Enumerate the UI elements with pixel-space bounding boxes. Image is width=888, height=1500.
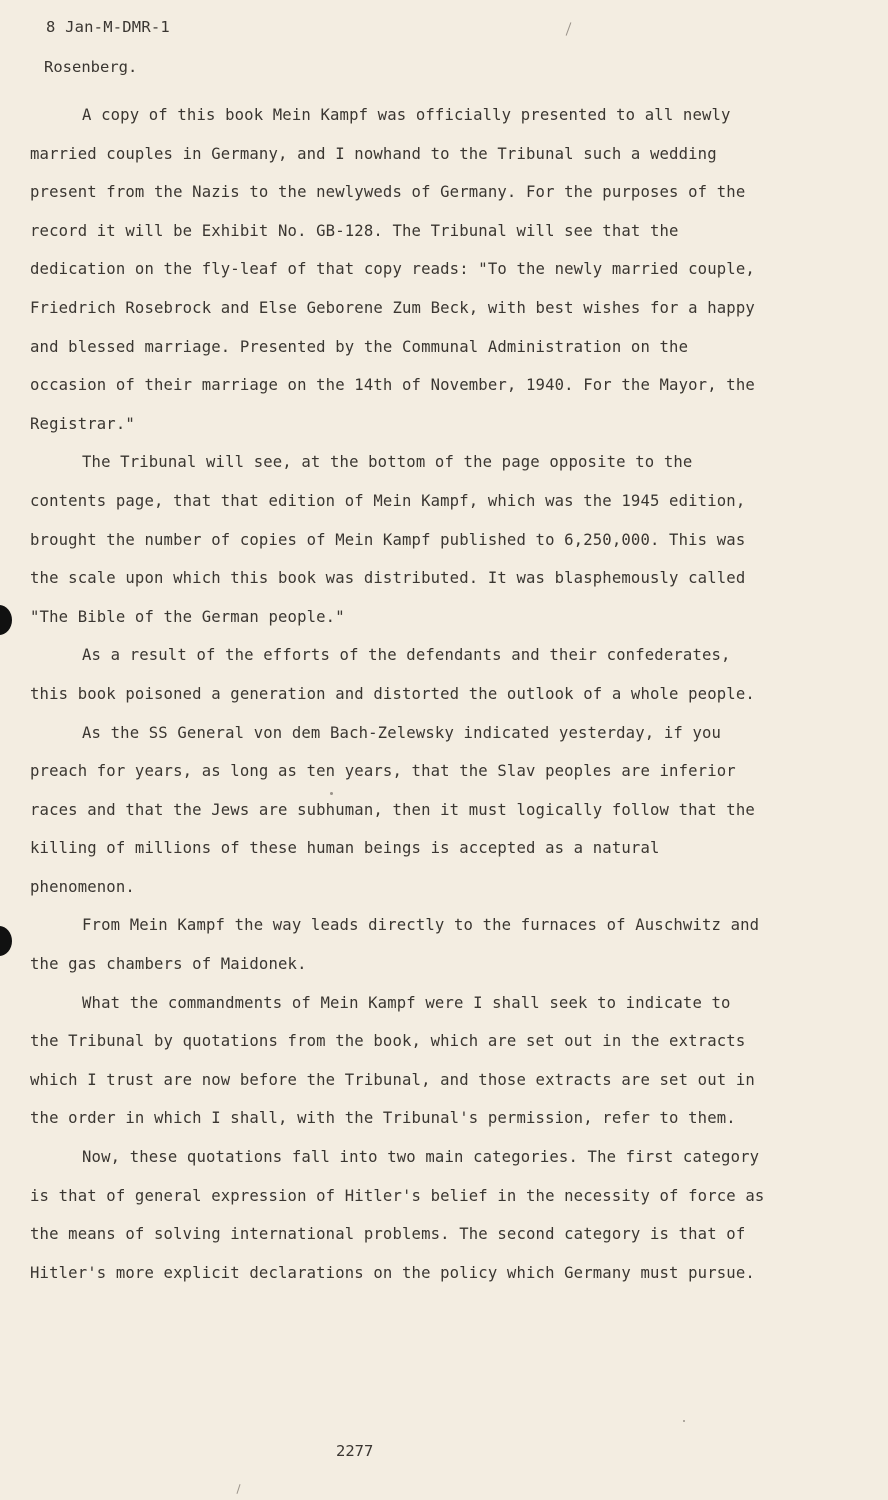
punch-hole	[0, 605, 12, 635]
paper-mark	[566, 22, 572, 35]
paper-mark	[683, 1420, 685, 1422]
transcript-body	[30, 96, 765, 1292]
paragraph: A copy of this book Mein Kampf was officially presented to all newly married couples in Germany, and I nowhand to the Tribunal such a wedding present from the Nazis to the newlyweds of Germany. For the purposes of the record it will be Exhibit No. GB-128. The Tribunal will see that the dedication on the fly-leaf of that copy reads: "To the newly married couple, Friedrich Rosebrock and Else Geborene Zum Beck, with best wishes for a happy and blessed marriage. Presented by the Communal Administration on the occasion of their marriage on the 14th of November, 1940. For the Mayor, the Registrar."	[30, 106, 755, 433]
document-reference: 8 Jan-M-DMR-1	[46, 18, 170, 36]
paragraph: As the SS General von dem Bach-Zelewsky indicated yesterday, if you preach for years, as long as ten years, that the Slav peoples are inferior races and that the Jews are subhuman, then it must logically follow that the killing of millions of these human beings is accepted as a natural phenomenon.	[30, 723, 755, 896]
paper-mark	[236, 1484, 240, 1494]
punch-hole	[0, 926, 12, 956]
paragraph: From Mein Kampf the way leads directly to the furnaces of Auschwitz and the gas chambers of Maidonek.	[30, 916, 760, 974]
paragraph: As a result of the efforts of the defendants and their confederates, this book poisoned a generation and distorted the outlook of a whole people.	[30, 646, 755, 703]
paragraph: What the commandments of Mein Kampf were I shall seek to indicate to the Tribunal by quotations from the book, which are set out in the extracts which I trust are now before the Tribunal, and those extracts are set out in the order in which I shall, with the Tribunal's permission, refer to them.	[30, 993, 755, 1128]
page-number: 2277	[336, 1442, 374, 1460]
speaker-name: Rosenberg.	[44, 58, 138, 76]
paragraph: The Tribunal will see, at the bottom of the page opposite to the contents page, that that edition of Mein Kampf, which was the 1945 edition, brought the number of copies of Mein Kampf published to 6,250,000. This was the scale upon which this book was distributed. It was blasphemously called "The Bible of the German people."	[30, 453, 746, 626]
paragraph: Now, these quotations fall into two main categories. The first category is that of general expression of Hitler's belief in the necessity of force as the means of solving international problems. The second category is that of Hitler's more explicit declarations on the policy which Germany must pursue.	[30, 1148, 765, 1282]
